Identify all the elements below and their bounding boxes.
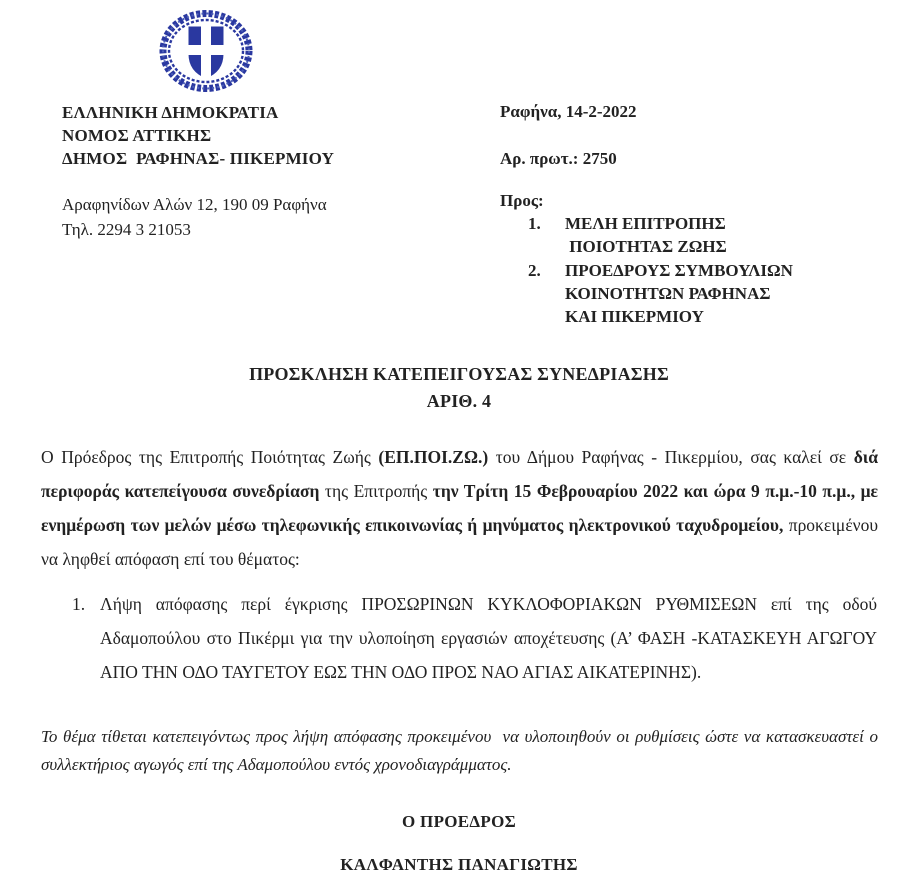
- agenda-item: [72, 587, 877, 689]
- greek-national-emblem-icon: [158, 10, 254, 92]
- authority-address: Αραφηνίδων Αλών 12, 190 09 Ραφήνα Τηλ. 2294 3 21053: [62, 195, 327, 239]
- letter-meta: [500, 100, 880, 328]
- recipient-number: 2.: [528, 260, 541, 280]
- recipient-number: 1.: [528, 214, 541, 233]
- document-title: [0, 361, 918, 415]
- title-line-1: ΠΡΟΣΚΛΗΣΗ ΚΑΤΕΠΕΙΓΟΥΣΑΣ ΣΥΝΕΔΡΙΑΣΗΣ: [249, 364, 669, 384]
- recipients-label: Προς:: [500, 191, 544, 210]
- agenda-item-text: Λήψη απόφασης περί έγκρισης ΠΡΟΣΩΡΙΝΩΝ ΚΥΚΛΟΦΟΡΙΑΚΩΝ ΡΥΘΜΙΣΕΩΝ επί της οδού Αδαμοπούλου στο Πικέρμι για την υλοποίηση εργασιών αποχέτευσης (Α’ ΦΑΣΗ -ΚΑΤΑΣΚΕΥΗ ΑΓΩΓΟΥ ΑΠΟ ΤΗΝ ΟΔΟ ΤΑΥΓΕΤΟΥ ΕΩΣ ΤΗΝ ΟΔΟ ΠΡΟΣ ΝΑΟ ΑΓΙΑΣ ΑΙΚΑΤΕΡΙΝΗΣ).: [100, 594, 877, 682]
- recipient-item: [500, 212, 880, 259]
- title-line-2: ΑΡΙΘ. 4: [426, 391, 492, 411]
- intro-paragraph: Ο Πρόεδρος της Επιτροπής Ποιότητας Ζωής (ΕΠ.ΠΟΙ.ΖΩ.) του Δήμου Ραφήνας - Πικερμίου, σας καλεί σε διά περιφοράς κατεπείγουσα συνεδρίαση της Επιτροπής την Τρίτη 15 Φεβρουαρίου 2022 και ώρα 9 π.μ.-10 π.μ., με ενημέρωση των μελών μέσω τηλεφωνικής επικοινωνίας ή μηνύματος ηλεκτρονικού ταχυδρομείου, προκειμένου να ληφθεί απόφαση επί του θέματος:: [41, 447, 878, 569]
- protocol-number: Αρ. πρωτ.: 2750: [500, 149, 617, 168]
- signatory-name: ΚΑΛΦΑΝΤΗΣ ΠΑΝΑΓΙΩΤΗΣ: [340, 855, 578, 874]
- recipient-item: [500, 259, 880, 329]
- signatory-title: Ο ΠΡΟΕΔΡΟΣ: [401, 812, 517, 831]
- agenda-item-number: 1.: [72, 594, 86, 614]
- urgency-note: Το θέμα τίθεται κατεπειγόντως προς λήψη απόφασης προκειμένου να υλοποιηθούν οι ρυθμίσεις ώστε να κατασκευαστεί ο συλλεκτήριος αγωγός επί της Αδαμοπούλου εντός χρονοδιαγράμματος.: [41, 727, 883, 774]
- letter-date: Ραφήνα, 14-2-2022: [500, 102, 637, 121]
- signature-block: [0, 810, 918, 876]
- recipient-text: ΠΡΟΕΔΡΟΥΣ ΣΥΜΒΟΥΛΙΩΝ ΚΟΙΝΟΤΗΤΩΝ ΡΑΦΗΝΑΣ ΚΑΙ ΠΙΚΕΡΜΙΟΥ: [565, 260, 793, 327]
- recipient-text: ΜΕΛΗ ΕΠΙΤΡΟΠΗΣ ΠΟΙΟΤΗΤΑΣ ΖΩΗΣ: [565, 214, 727, 257]
- issuing-authority: ΕΛΛΗΝΙΚΗ ΔΗΜΟΚΡΑΤΙΑ ΝΟΜΟΣ ΑΤΤΙΚΗΣ ΔΗΜΟΣ ΡΑΦΗΝΑΣ- ΠΙΚΕΡΜΙΟΥ: [62, 103, 335, 168]
